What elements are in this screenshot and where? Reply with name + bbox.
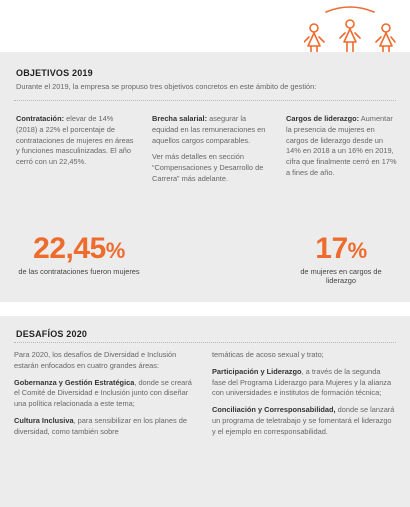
- objetivos-panel: [0, 52, 410, 302]
- divider: [14, 342, 396, 343]
- desafios-title: DESAFÍOS 2020: [16, 329, 88, 339]
- liderazgo-text: Aumentar la presencia de mujeres en cargos de liderazgo desde un 14% en 2018 a un 16% en 2019, cifra que finalmente cerró en 17% a fines de año.: [286, 114, 397, 177]
- participacion-label: Participación y Liderazgo: [212, 366, 302, 376]
- cultura-label: Cultura Inclusiva: [14, 415, 74, 425]
- desafios-panel: [0, 316, 410, 507]
- stat-contrataciones-number: 22,45: [33, 232, 106, 265]
- objetivos-intro: Durante el 2019, la empresa se propuso tres objetivos concretos en este ámbito de gestión:: [16, 82, 317, 91]
- stat-contrataciones-caption: de las contrataciones fueron mujeres: [18, 267, 140, 276]
- contratacion-block: [16, 114, 134, 174]
- liderazgo-label: Cargos de liderazgo:: [286, 114, 360, 123]
- gobernanza-text: , donde se creará el Comité de Diversidad e Inclusión junto con diseñar una política relacionada a este tema;: [14, 377, 192, 409]
- stat-contrataciones-unit: %: [105, 238, 125, 263]
- cultura-continued: temáticas de acoso sexual y trato;: [212, 350, 324, 359]
- brecha-more: Ver más detalles en sección “Compensaciones y Desarrollo de Carrera” más adelante.: [152, 152, 264, 183]
- stat-liderazgo-caption: de mujeres en cargos de liderazgo: [300, 267, 382, 286]
- objetivos-title: OBJETIVOS 2019: [16, 68, 93, 78]
- gobernanza-label: Gobernanza y Gestión Estratégica: [14, 377, 135, 387]
- stat-liderazgo-unit: %: [347, 238, 367, 263]
- contratacion-label: Contratación:: [16, 114, 65, 123]
- brecha-text: asegurar la equidad en las remuneraciones en aquellos cargos comparables.: [152, 114, 266, 145]
- desafios-intro: Para 2020, los desafíos de Diversidad e Inclusión estarán enfocados en cuatro grandes áreas:: [14, 350, 177, 370]
- desafios-right-column: [212, 350, 396, 444]
- cultura-text: , para sensibilizar en los planes de diversidad, como también sobre: [14, 415, 187, 436]
- liderazgo-block: [286, 114, 398, 185]
- conciliacion-text: donde se lanzará un programa de teletrabajo y se fomentará el liderazgo y el ejemplo en corresponsabilidad.: [212, 405, 395, 436]
- women-people-icon: [304, 4, 396, 58]
- stat-liderazgo: [290, 234, 392, 286]
- conciliacion-label: Conciliación y Corresponsabilidad,: [212, 405, 336, 415]
- desafios-left-column: [14, 350, 194, 444]
- stat-contrataciones: [14, 234, 144, 276]
- contratacion-text: elevar de 14% (2018) a 22% el porcentaje de contrataciones de mujeres en áreas y funciones masculinizadas. El año cerró con un 22,45%.: [16, 114, 134, 167]
- brecha-block: [152, 114, 272, 191]
- brecha-label: Brecha salarial:: [152, 114, 208, 123]
- participacion-text: , a través de la segunda fase del Programa Liderazgo para Mujeres y la alianza con universidades e institutos de formación técnica;: [212, 366, 392, 398]
- divider: [14, 100, 396, 101]
- stat-liderazgo-number: 17: [315, 232, 348, 265]
